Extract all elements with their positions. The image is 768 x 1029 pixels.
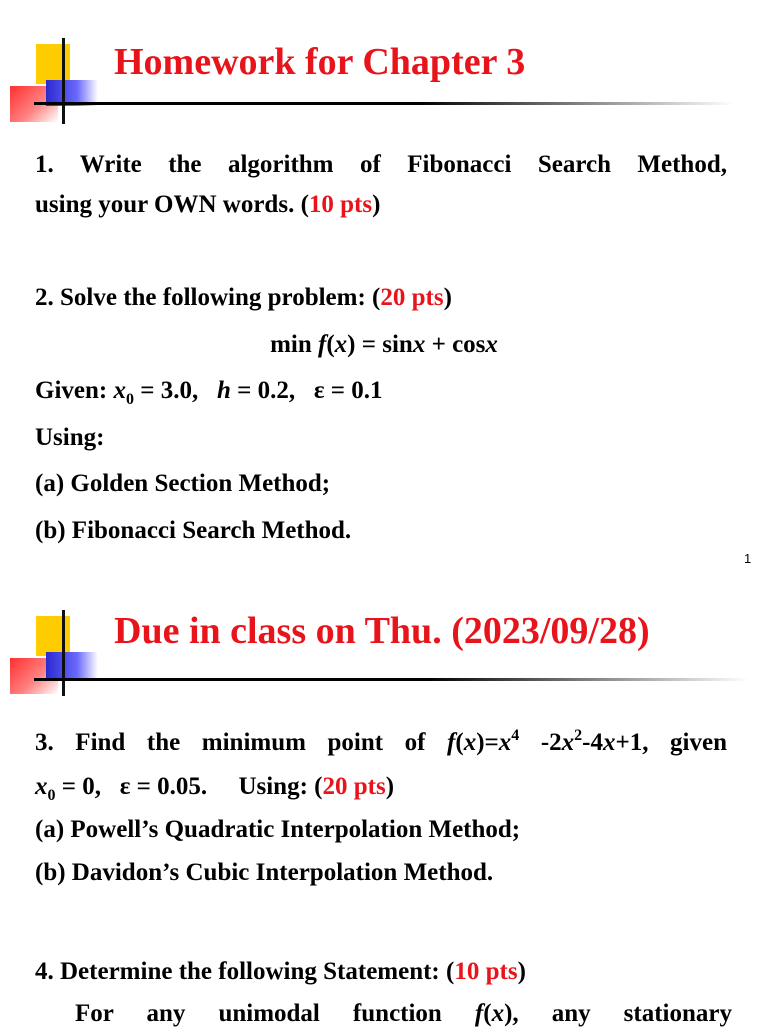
logo-vertical-line	[62, 610, 65, 696]
q3-option-a: (a) Powell’s Quadratic Interpolation Method;	[35, 816, 521, 843]
slide-2	[0, 578, 768, 1027]
q2-option-a: (a) Golden Section Method;	[35, 470, 331, 497]
q3-line-1: 3. Find the minimum point of $f(x)=x^4$ $-2x^2-4x+1$, given	[35, 727, 727, 756]
q3-points: 20 pts	[322, 773, 386, 800]
logo-vertical-line	[62, 38, 65, 124]
q1-line-2: using your OWN words. (10 pts)	[35, 191, 381, 218]
title-rule	[34, 102, 734, 105]
q2-given: Given: $x_0 = 3.0$, h = 0.2, ε = 0.1	[35, 377, 383, 408]
logo-blue-square	[46, 652, 98, 678]
q4-line-2: For any unimodal function f(x), any stationary	[75, 1000, 732, 1027]
page-number: 1	[744, 551, 752, 566]
title-rule	[34, 678, 749, 681]
q2-equation: min f(x) = sinx + cosx	[270, 331, 498, 358]
slide-logo-icon	[10, 610, 102, 700]
slide-logo-icon	[10, 38, 102, 128]
q4-heading: 4. Determine the following Statement: (10 pts)	[35, 958, 526, 985]
q2-using: Using:	[35, 424, 105, 451]
q2-points: 20 pts	[380, 284, 444, 311]
slide-1-title: Homework for Chapter 3	[114, 41, 526, 83]
q2-heading: 2. Solve the following problem: (20 pts)	[35, 284, 452, 311]
q3-option-b: (b) Davidon’s Cubic Interpolation Method.	[35, 859, 494, 886]
q1-points: 10 pts	[308, 191, 373, 218]
q4-points: 10 pts	[454, 958, 518, 985]
q3-line-2: $x_0 = 0$, ε = 0.05. Using: (20 pts)	[35, 773, 395, 804]
q2-option-b: (b) Fibonacci Search Method.	[35, 517, 352, 544]
slide-2-title: Due in class on Thu. (2023/09/28)	[114, 610, 650, 652]
q1-line-1: 1. Write the algorithm of Fibonacci Search Method,	[35, 151, 727, 178]
